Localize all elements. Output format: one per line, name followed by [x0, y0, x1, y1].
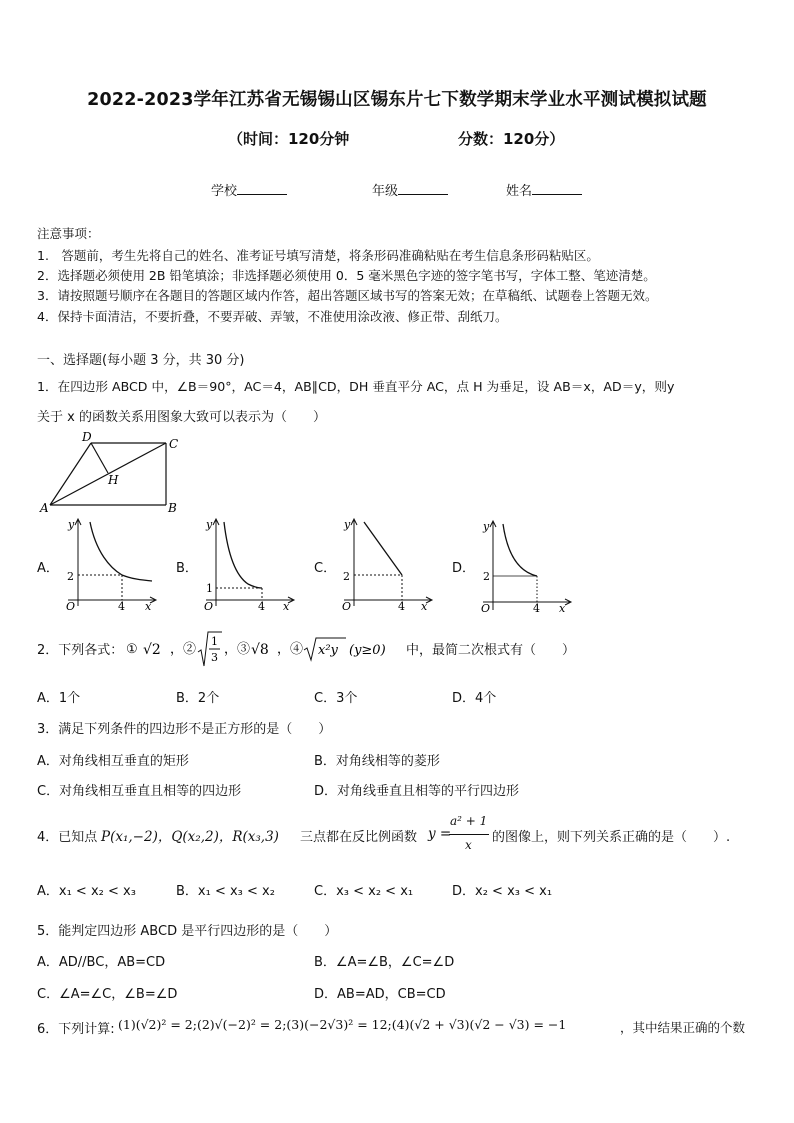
- circled-2: ，②: [170, 642, 197, 657]
- q1-graph-d: [475, 516, 575, 616]
- tick-4: 4: [118, 600, 125, 612]
- tick-4: 4: [258, 600, 265, 612]
- notes-heading: 注意事项：: [37, 226, 100, 241]
- exam-score: 分数：120分）: [458, 130, 565, 148]
- q1-graph-c: [336, 516, 436, 612]
- name-blank: [532, 182, 582, 195]
- tick-2: 2: [483, 570, 490, 583]
- school-label: 学校: [211, 184, 238, 199]
- axis-y-label: y: [344, 518, 351, 531]
- q4-option-d[interactable]: D．x₂ < x₃ < x₁: [452, 884, 553, 899]
- q6-stem-suffix: ，其中结果正确的个数: [620, 1020, 746, 1035]
- tick-2: 2: [67, 570, 74, 583]
- q5-option-c[interactable]: C．∠A=∠C，∠B=∠D: [37, 987, 178, 1002]
- note-item: 2．选择题必须使用 2B 铅笔填涂；非选择题必须使用 0．5 毫米黑色字迹的签字笔书写，字体工整、笔迹清楚。: [37, 268, 656, 283]
- q3-option-b[interactable]: B．对角线相等的菱形: [314, 754, 440, 769]
- note-item: 1. 答题前，考生先将自己的姓名、准考证号填写清楚，将条形码准确粘贴在考生信息条形码粘贴区。: [37, 248, 599, 263]
- radical-sqrt8: √8: [251, 642, 269, 658]
- q3-option-d[interactable]: D．对角线垂直且相等的平行四边形: [314, 784, 520, 799]
- tick-2: 2: [343, 570, 350, 583]
- axis-y-label: y: [206, 518, 213, 531]
- q4-option-b[interactable]: B．x₁ < x₃ < x₂: [176, 884, 275, 899]
- circled-1: ①: [126, 642, 138, 657]
- q1-stem-line2: 关于 x 的函数关系用图象大致可以表示为（ ）: [37, 410, 326, 425]
- circled-3: ，③: [224, 642, 251, 657]
- condition-y-ge-0: (y≥0): [349, 643, 386, 658]
- q5-option-a[interactable]: A．AD//BC，AB=CD: [37, 955, 166, 970]
- axis-y-label: y: [483, 520, 490, 533]
- name-field: [506, 180, 582, 199]
- tick-4: 4: [533, 602, 540, 615]
- origin-label: O: [204, 600, 214, 612]
- axis-x-label: x: [283, 600, 290, 612]
- radical-x2y: x²y: [318, 643, 338, 658]
- tick-1: 1: [206, 582, 213, 595]
- q6-stem-prefix: 6．下列计算:: [37, 1022, 115, 1037]
- q1-graph-b: [198, 516, 298, 612]
- axis-y-label: y: [68, 518, 75, 531]
- label-D: D: [82, 430, 92, 444]
- label-H: H: [108, 473, 119, 487]
- q2-option-d[interactable]: D．4个: [452, 691, 497, 706]
- axis-x-label: x: [559, 602, 566, 615]
- section-heading: 一、选择题(每小题 3 分，共 30 分): [37, 353, 245, 368]
- fraction-denominator: 3: [211, 651, 218, 664]
- q4-fraction-bar: [449, 834, 489, 835]
- q2-option-b[interactable]: B．2个: [176, 691, 220, 706]
- q4-func-y: y =: [428, 826, 452, 842]
- q4-option-a[interactable]: A．x₁ < x₂ < x₃: [37, 884, 136, 899]
- q2-option-a[interactable]: A．1个: [37, 691, 81, 706]
- q3-stem: 3．满足下列条件的四边形不是正方形的是（ ）: [37, 722, 332, 737]
- q1-option-d[interactable]: D．: [452, 561, 476, 576]
- grade-label: 年级: [372, 184, 399, 199]
- note-item: 3．请按照题号顺序在各题目的答题区域内作答，超出答题区域书写的答案无效；在草稿纸、试题卷上答题无效。: [37, 288, 658, 303]
- q4-func-numerator: a² + 1: [450, 814, 488, 828]
- q1-quadrilateral-figure: [36, 428, 186, 516]
- label-C: C: [169, 437, 179, 451]
- q4-points: P(x₁,−2)，Q(x₂,2)，R(x₃,3): [101, 829, 279, 845]
- origin-label: O: [342, 600, 352, 612]
- q2-stem-prefix: 2．下列各式：: [37, 643, 124, 658]
- circled-4: ，④: [277, 642, 304, 657]
- q4-option-c[interactable]: C．x₃ < x₂ < x₁: [314, 884, 414, 899]
- label-B: B: [168, 501, 177, 515]
- label-A: A: [40, 501, 49, 515]
- origin-label: O: [66, 600, 76, 612]
- q4-stem-mid: 三点都在反比例函数: [300, 830, 418, 845]
- q1-option-b[interactable]: B．: [176, 561, 198, 576]
- radical-sqrt2: √2: [143, 642, 161, 658]
- grade-blank: [398, 182, 448, 195]
- school-field: [211, 180, 287, 199]
- q5-option-d[interactable]: D．AB=AD，CB=CD: [314, 987, 446, 1002]
- q2-option-c[interactable]: C．3个: [314, 691, 358, 706]
- exam-title: 2022-2023学年江苏省无锡锡山区锡东片七下数学期末学业水平测试模拟试题: [87, 90, 707, 110]
- exam-time: （时间：120分钟: [228, 130, 350, 148]
- name-label: 姓名: [506, 184, 533, 199]
- q3-option-c[interactable]: C．对角线相互垂直且相等的四边形: [37, 784, 242, 799]
- q1-graph-a: [60, 516, 160, 612]
- q2-stem-suffix: 中，最简二次根式有（ ）: [406, 643, 576, 658]
- q6-expression: (1)(√2)² = 2;(2)√(−2)² = 2;(3)(−2√3)² = 12;(4)(√2 + √3)(√2 − √3) = −1: [118, 1017, 567, 1032]
- q3-option-a[interactable]: A．对角线相互垂直的矩形: [37, 754, 189, 769]
- tick-4: 4: [398, 600, 405, 612]
- q1-option-c[interactable]: C．: [314, 561, 337, 576]
- axis-x-label: x: [421, 600, 428, 612]
- q1-option-a[interactable]: A．: [37, 561, 59, 576]
- q5-stem: 5．能判定四边形 ABCD 是平行四边形的是（ ）: [37, 924, 338, 939]
- q2-radicals: [126, 626, 411, 670]
- q5-option-b[interactable]: B．∠A=∠B，∠C=∠D: [314, 955, 455, 970]
- q4-func-denominator: x: [465, 838, 472, 852]
- school-blank: [237, 182, 287, 195]
- q1-stem-line1: 1．在四边形 ABCD 中，∠B＝90°，AC＝4，AB∥CD，DH 垂直平分 AC，点 H 为垂足，设 AB＝x，AD＝y，则y: [37, 379, 675, 394]
- grade-field: [372, 180, 448, 199]
- axis-x-label: x: [145, 600, 152, 612]
- fraction-numerator: 1: [211, 635, 218, 648]
- origin-label: O: [481, 602, 491, 615]
- q4-stem-prefix: 4．已知点: [37, 830, 98, 845]
- q4-stem-suffix: 的图像上，则下列关系正确的是（ ）.: [492, 830, 731, 845]
- note-item: 4．保持卡面清洁，不要折叠，不要弄破、弄皱，不准使用涂改液、修正带、刮纸刀。: [37, 309, 508, 324]
